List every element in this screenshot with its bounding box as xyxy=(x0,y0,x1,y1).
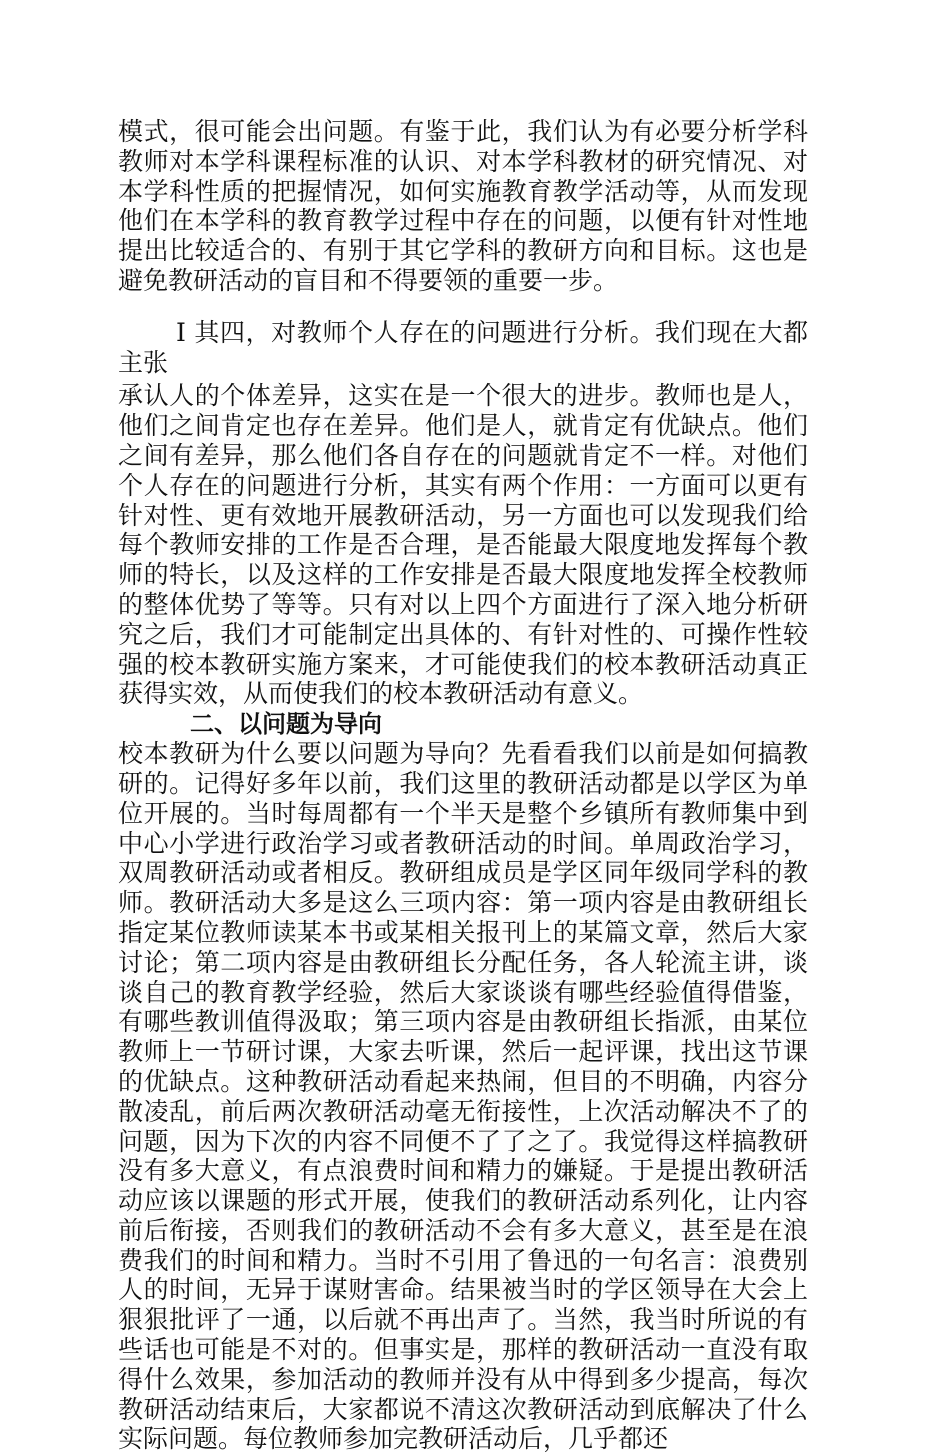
document-page xyxy=(118,117,808,1454)
section-heading: 二、以问题为导向 xyxy=(190,710,382,739)
paragraph-point-four-body: 承认人的个体差异，这实在是一个很大的进步。教师也是人，他们之间肯定也存在差异。他们是人，就肯定有优缺点。他们之间有差异，那么他们各自存在的问题就肯定不一样。对他们个人存在的问题进行分析，其实有两个作用：一方面可以更有针对性、更有效地开展教研活动，另一方面也可以发现我们给每个教师安排的工作是否合理，是否能最大限度地发挥每个教师的特长，以及这样的工作安排是否最大限度地发挥全校教师的整体优势了等等。只有对以上四个方面进行了深入地分析研究之后，我们才可能制定出具体的、有针对性的、可操作性较强的校本教研实施方案来，才可能使我们的校本教研活动真正获得实效，从而使我们的校本教研活动有意义。 xyxy=(118,381,808,709)
paragraph-continuation: 模式，很可能会出问题。有鉴于此，我们认为有必要分析学科教师对本学科课程标准的认识、对本学科教材的研究情况、对本学科性质的把握情况，如何实施教育教学活动等，从而发现他们在本学科的教育教学过程中存在的问题，以便有针对性地提出比较适合的、有别于其它学科的教研方向和目标。这也是避免教研活动的盲目和不得要领的重要一步。 xyxy=(118,117,808,295)
section-body: 校本教研为什么要以问题为导向？先看看我们以前是如何搞教研的。记得好多年以前，我们这里的教研活动都是以学区为单位开展的。当时每周都有一个半天是整个乡镇所有教师集中到中心小学进行政治学习或者教研活动的时间。单周政治学习，双周教研活动或者相反。教研组成员是学区同年级同学科的教师。教研活动大多是这么三项内容：第一项内容是由教研组长指定某位教师读某本书或某相关报刊上的某篇文章，然后大家讨论；第二项内容是由教研组长分配任务，各人轮流主讲，谈谈自己的教育教学经验，然后大家谈谈有哪些经验值得借鉴，有哪些教训值得汲取；第三项内容是由教研组长指派，由某位教师上一节研讨课，大家去听课，然后一起评课，找出这节课的优缺点。这种教研活动看起来热闹，但目的不明确，内容分散凌乱，前后两次教研活动毫无衔接性，上次活动解决不了的问题，因为下次的内容不同便不了了之了。我觉得这样搞教研没有多大意义，有点浪费时间和精力的嫌疑。于是提出教研活动应该以课题的形式开展，使我们的教研活动系列化，让内容前后衔接，否则我们的教研活动不会有多大意义，甚至是在浪费我们的时间和精力。当时不引用了鲁迅的一句名言：浪费别人的时间，无异于谋财害命。结果被当时的学区领导在大会上狠狠批评了一通，以后就不再出声了。当然，我当时所说的有些话也可能是不对的。但事实是，那样的教研活动一直没有取得什么效果，参加活动的教师并没有从中得到多少提高，每次教研活动结束后，大家都说不清这次教研活动到底解决了什么实际问题。每位教师参加完教研活动后，几乎都还 xyxy=(118,739,808,1454)
paragraph-point-four-lead: I 其四，对教师个人存在的问题进行分析。我们现在大都主张 xyxy=(118,317,808,377)
